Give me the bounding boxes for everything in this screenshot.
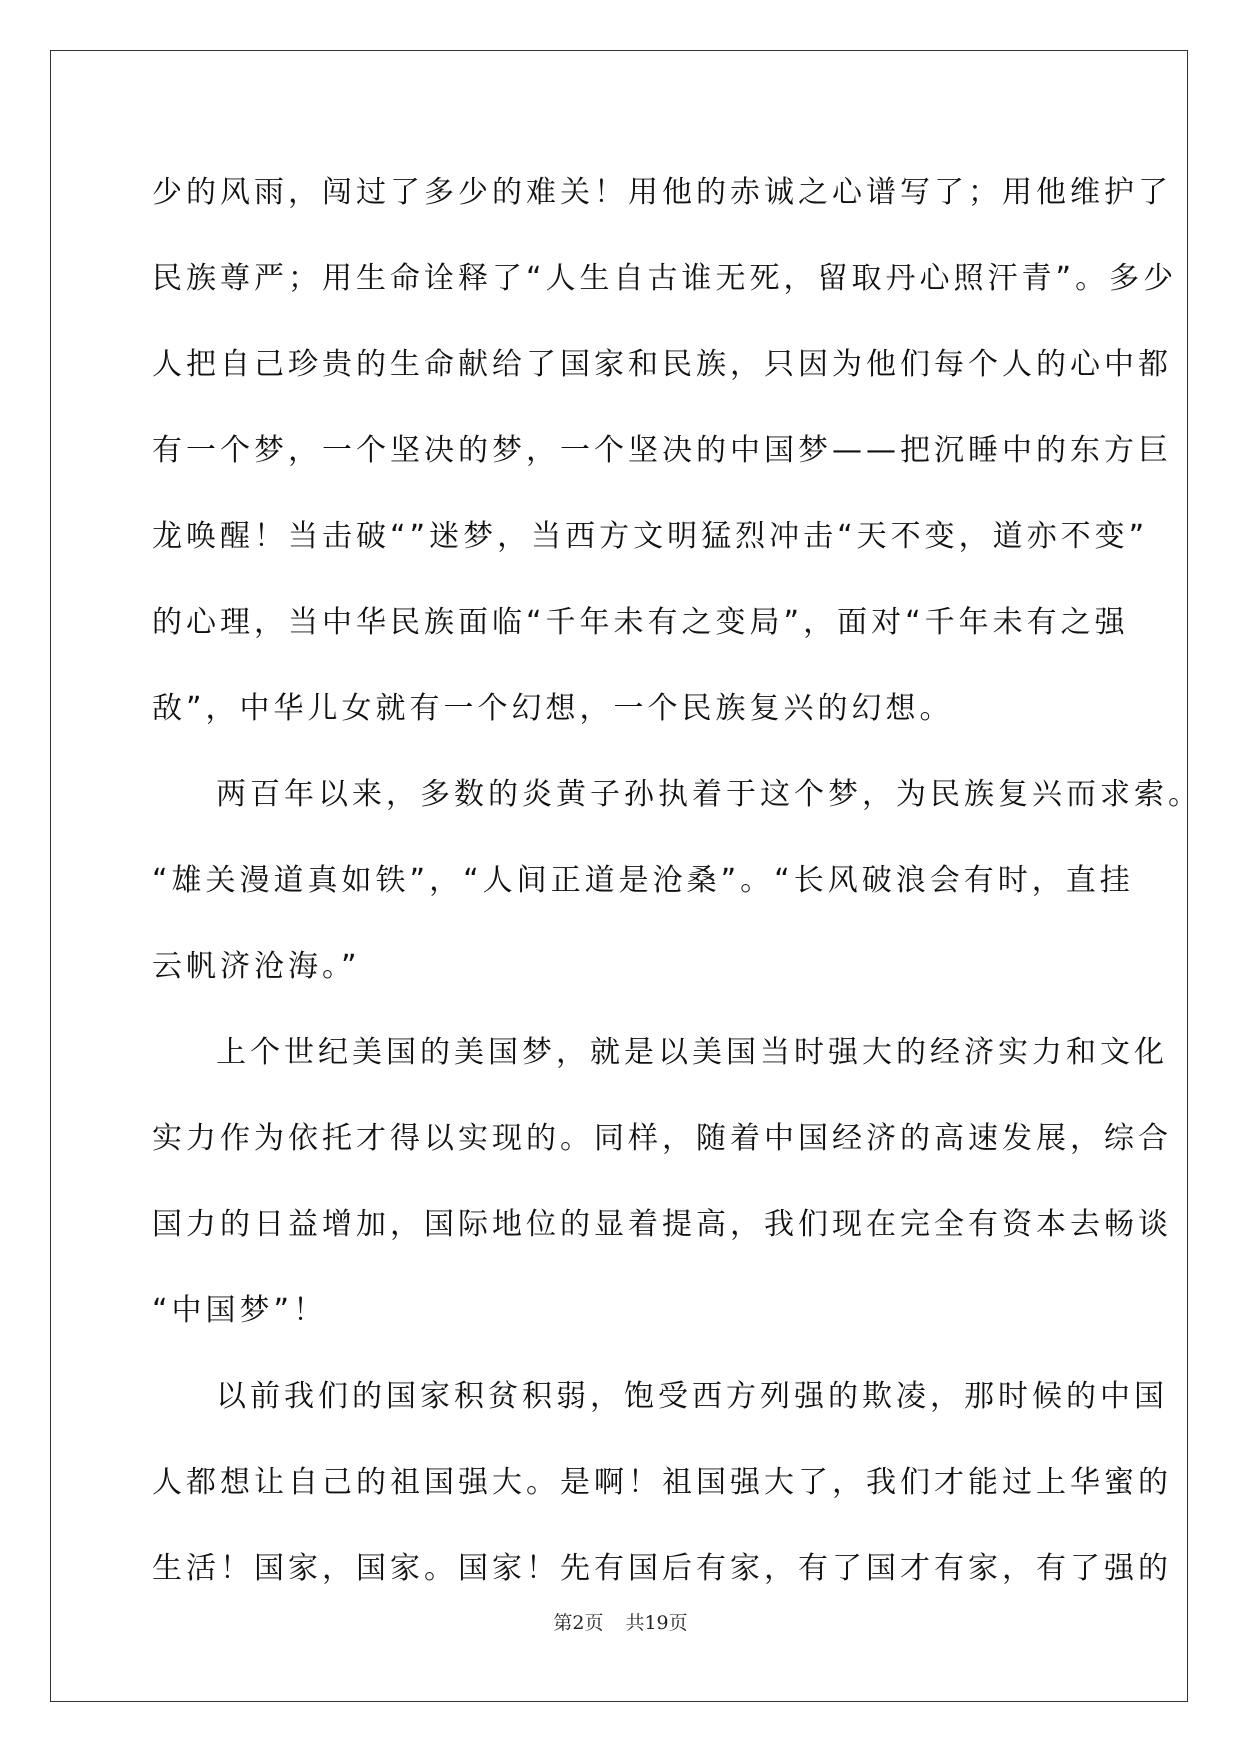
text-line: 人都想让自己的祖国强大。是啊！祖国强大了，我们才能过上华蜜的 [152, 1465, 1172, 1500]
text-line: 敌”，中华儿女就有一个幻想，一个民族复兴的幻想。 [152, 691, 954, 726]
page-total: 共19页 [625, 1612, 688, 1634]
text-line: 上个世纪美国的美国梦，就是以美国当时强大的经济实力和文化 [216, 1035, 1168, 1070]
text-line: 云帆济沧海。” [152, 949, 361, 984]
text-line: “中国梦”！ [152, 1293, 328, 1328]
text-line: 国力的日益增加，国际地位的显着提高，我们现在完全有资本去畅谈 [152, 1207, 1172, 1242]
text-line: 民族尊严；用生命诠释了“人生自古谁无死，留取丹心照汗青”。多少 [152, 261, 1178, 296]
text-line: 生活！国家，国家。国家！先有国后有家，有了国才有家，有了强的 [152, 1551, 1172, 1586]
text-line: 两百年以来，多数的炎黄子孙执着于这个梦，为民族复兴而求索。 [216, 777, 1202, 812]
text-line: 龙唤醒！当击破“”迷梦，当西方文明猛烈冲击“天不变，道亦不变” [152, 519, 1149, 554]
page-footer [0, 1608, 1241, 1635]
text-line: 实力作为依托才得以实现的。同样，随着中国经济的高速发展，综合 [152, 1121, 1172, 1156]
page-number: 第2页 [553, 1612, 604, 1634]
text-line: 少的风雨，闯过了多少的难关！用他的赤诚之心谱写了；用他维护了 [152, 175, 1172, 210]
text-line: “雄关漫道真如铁”，“人间正道是沧桑”。“长风破浪会有时，直挂 [152, 863, 1134, 898]
text-line: 人把自己珍贵的生命献给了国家和民族，只因为他们每个人的心中都 [152, 347, 1172, 382]
text-line: 的心理，当中华民族面临“千年未有之变局”，面对“千年未有之强 [152, 605, 1129, 640]
text-line: 有一个梦，一个坚决的梦，一个坚决的中国梦——把沉睡中的东方巨 [152, 433, 1172, 468]
text-line: 以前我们的国家积贫积弱，饱受西方列强的欺凌，那时候的中国 [216, 1379, 1168, 1414]
document-body [152, 150, 1202, 1612]
